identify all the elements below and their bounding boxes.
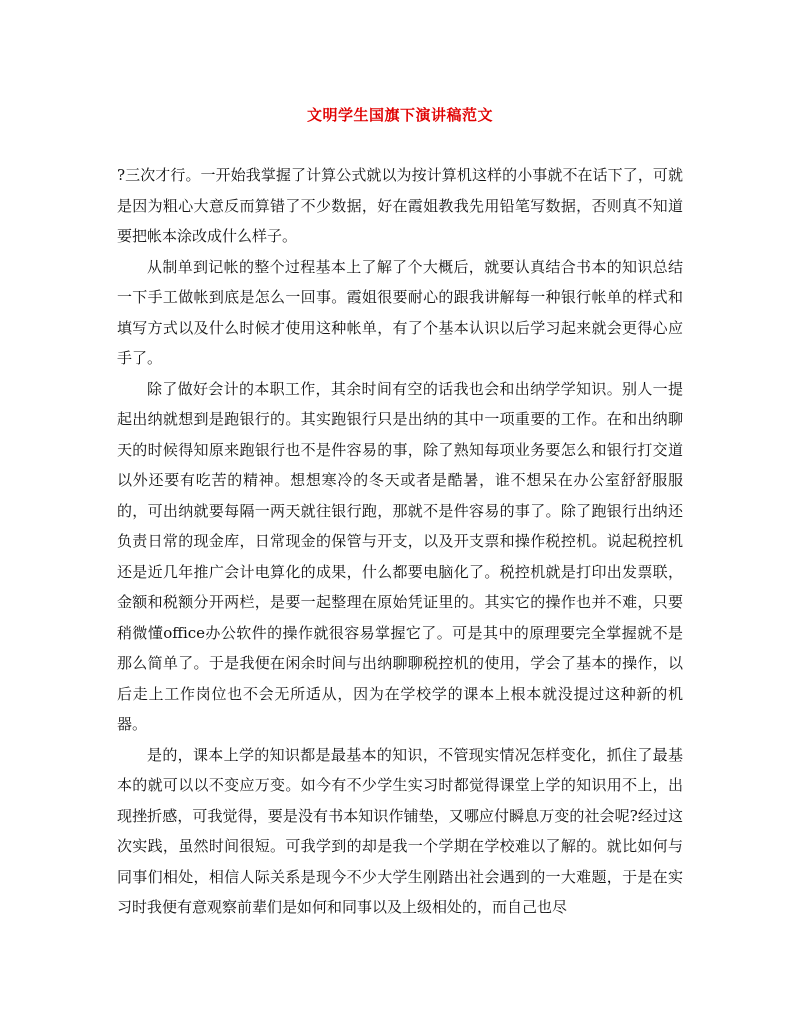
document-body bbox=[117, 160, 683, 923]
paragraph-3: 除了做好会计的本职工作，其余时间有空的话我也会和出纳学学知识。别人一提起出纳就想到是跑银行的。其实跑银行只是出纳的其中一项重要的工作。在和出纳聊天的时候得知原来跑银行也不是件容易的事，除了熟知每项业务要怎么和银行打交道以外还要有吃苦的精神。想想寒冷的冬天或者是酷暑，谁不想呆在办公室舒舒服服的，可出纳就要每隔一两天就往银行跑，那就不是件容易的事了。除了跑银行出纳还负责日常的现金库，日常现金的保管与开支，以及开支票和操作税控机。说起税控机还是近几年推广会计电算化的成果，什么都要电脑化了。税控机就是打印出发票联，金额和税额分开两栏，是要一起整理在原始凭证里的。其实它的操作也并不难，只要稍微懂office办公软件的操作就很容易掌握它了。可是其中的原理要完全掌握就不是那么简单了。于是我便在闲余时间与出纳聊聊税控机的使用，学会了基本的操作，以后走上工作岗位也不会无所适从，因为在学校学的课本上根本就没提过这种新的机器。 bbox=[117, 379, 683, 733]
paragraph-4: 是的，课本上学的知识都是最基本的知识，不管现实情况怎样变化，抓住了最基本的就可以以不变应万变。如今有不少学生实习时都觉得课堂上学的知识用不上，出现挫折感，可我觉得，要是没有书本知识作铺垫，又哪应付瞬息万变的社会呢?经过这次实践，虽然时间很短。可我学到的却是我一个学期在学校难以了解的。就比如何与同事们相处，相信人际关系是现今不少大学生刚踏出社会遇到的一大难题，于是在实习时我便有意观察前辈们是如何和同事以及上级相处的，而自己也尽 bbox=[117, 745, 683, 916]
page-title: 文明学生国旗下演讲稿范文 bbox=[306, 106, 493, 124]
paragraph-2: 从制单到记帐的整个过程基本上了解了个大概后，就要认真结合书本的知识总结一下手工做帐到底是怎么一回事。霞姐很要耐心的跟我讲解每一种银行帐单的样式和填写方式以及什么时候才使用这种帐单，有了个基本认识以后学习起来就会更得心应手了。 bbox=[117, 257, 683, 367]
paragraph-1: ?三次才行。一开始我掌握了计算公式就以为按计算机这样的小事就不在话下了，可就是因为粗心大意反而算错了不少数据，好在霞姐教我先用铅笔写数据，否则真不知道要把帐本涂改成什么样子。 bbox=[117, 166, 683, 245]
